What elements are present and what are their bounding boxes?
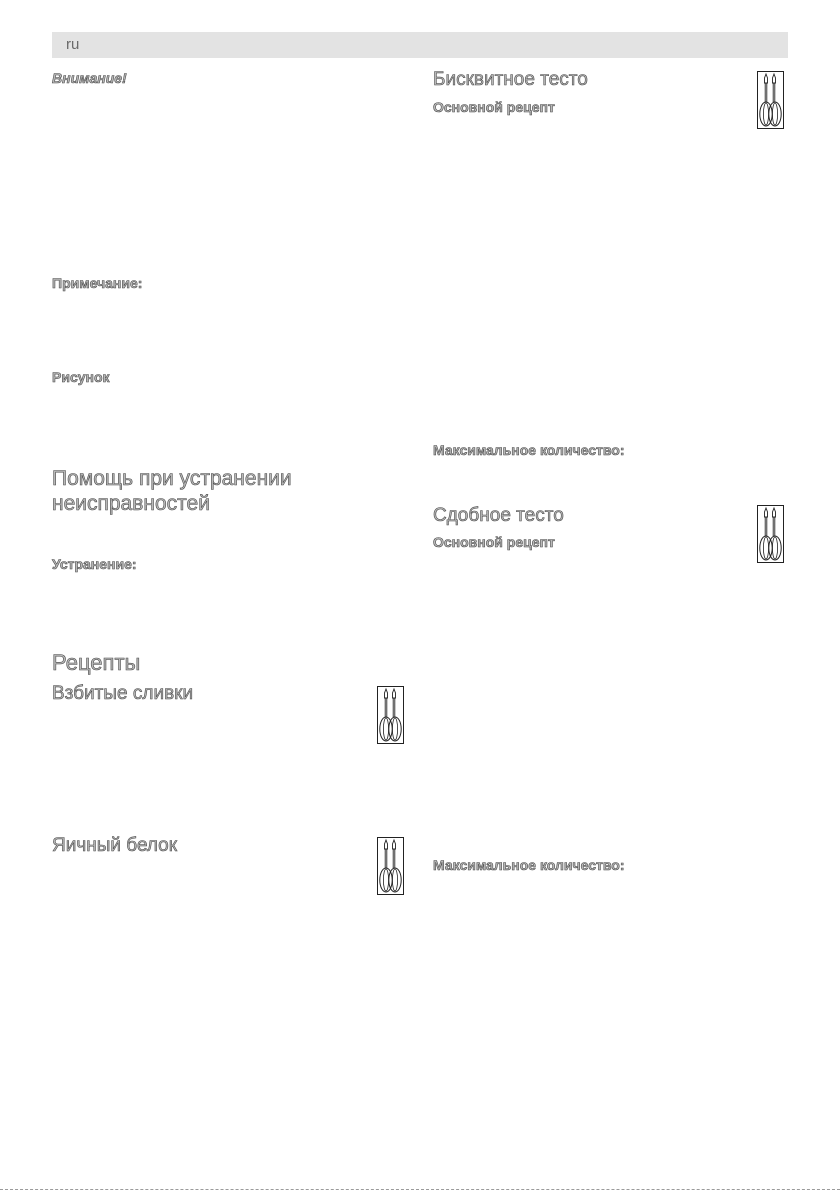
troubleshooting-heading-line2: неисправностей (52, 492, 210, 515)
sponge-dough-subtitle: Основной рецепт (433, 99, 555, 115)
language-header-bar (52, 32, 788, 58)
language-code: ru (66, 36, 80, 53)
whisk-attachment-icon (377, 686, 404, 744)
fix-label: Устранение: (52, 556, 137, 572)
egg-white-title: Яичный белок (52, 835, 178, 856)
whisk-attachment-icon (757, 71, 784, 129)
sponge-max-quantity-label: Максимальное количество: (433, 442, 625, 458)
whisk-attachment-icon (377, 837, 404, 895)
yeast-max-quantity-label: Максимальное количество: (433, 857, 625, 873)
page-bottom-rule (0, 1189, 840, 1190)
whipped-cream-title: Взбитые сливки (52, 683, 194, 704)
troubleshooting-heading-line1: Помощь при устранении (52, 467, 292, 490)
whisk-attachment-icon (757, 505, 784, 563)
yeast-dough-subtitle: Основной рецепт (433, 534, 555, 550)
sponge-dough-title: Бисквитное тесто (433, 69, 588, 90)
yeast-dough-title: Сдобное тесто (433, 505, 564, 526)
warning-label: Внимание! (52, 70, 127, 86)
note-label: Примечание: (52, 275, 143, 291)
figure-label: Рисунок (52, 369, 110, 385)
recipes-heading: Рецепты (52, 650, 141, 675)
